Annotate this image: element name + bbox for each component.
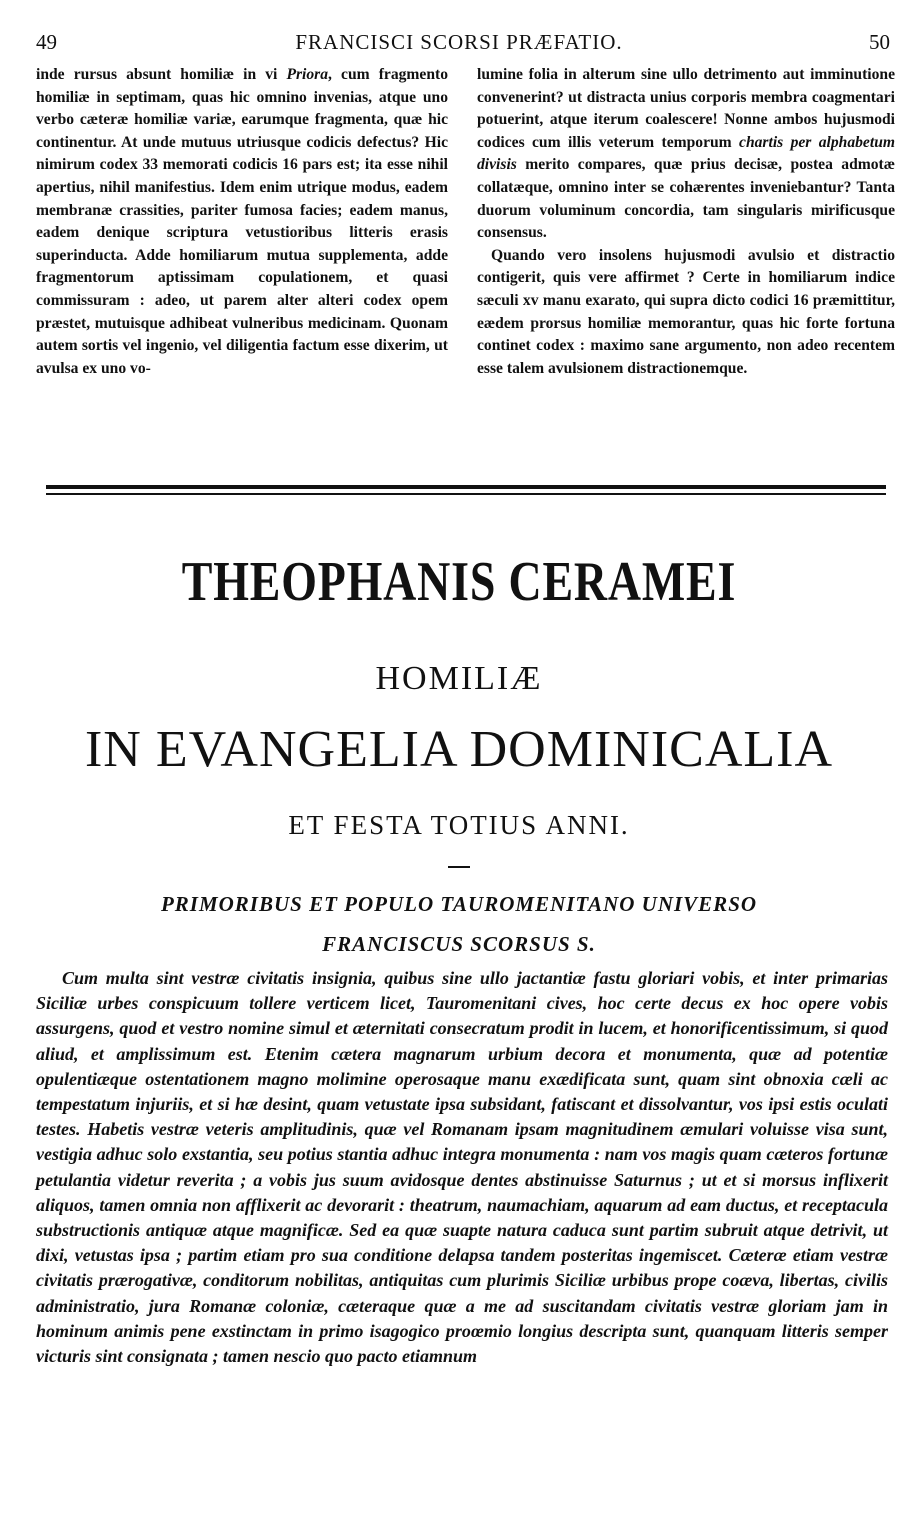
book-page — [36, 30, 895, 1367]
title-subtitle: ET FESTA TOTIUS ANNI. — [288, 810, 630, 840]
dedication-body — [36, 966, 888, 1369]
divider-thick-line — [46, 485, 886, 489]
right-column-paragraph-1 — [477, 64, 895, 245]
left-column — [36, 64, 448, 380]
title-main: IN EVANGELIA DOMINICALIA — [84, 721, 834, 778]
right-column — [477, 64, 895, 380]
title-author: THEOPHANIS CERAMEI — [181, 551, 737, 613]
page-number-left: 49 — [36, 30, 57, 54]
left-text-a: inde rursus absunt homiliæ in vi — [36, 66, 287, 83]
page-number-right: 50 — [869, 30, 890, 54]
title-homiliae: HOMILIÆ — [375, 660, 543, 697]
divider-thin-line — [46, 493, 886, 495]
running-head — [36, 30, 890, 58]
left-text-italic: Priora — [286, 66, 329, 83]
section-divider — [46, 485, 886, 499]
right-text-a: lumine folia in alterum sine ullo detrimento aut imminutione convenerint? ut distracta unius corporis membra coagmentari potuerint, atque iterum coalescere! Nonne ambos hujusmodi codices cum illis veterum temporum — [477, 66, 895, 151]
left-text-b: , cum fragmento homiliæ in septimam, quas hic omnino invenias, atque uno verbo cæteræ homiliæ variæ, earumque fragmenta, quæ hic continentur. At unde mutuus utriusque codicis defectus? Hic nimirum codex 33 memorati codicis 16 pars est; ita esse nihil apertius, nihil manifestius. Idem enim utrique modus, eadem membranæ crassities, pariter fumosa facies; eadem manus, eadem denique scriptura vetustioribus litteris erasis superinducta. Adde homiliarum mutua supplementa, adde fragmentorum aptissimam copulationem, et quasi commissuram : adeo, ut parem alter alteri codex opem præstet, mutuisque adhibeat vulneribus medicinam. Quonam autem sortis vel ingenio, vel diligentia factum esse dixerim, ut avulsa ex uno vo- — [36, 66, 448, 377]
short-rule — [448, 866, 470, 868]
right-column-paragraph-2: Quando vero insolens hujusmodi avulsio et distractio contigerit, quis vere affirmet ? Certe in homiliarum indice sæculi xv manu exarato, qui supra dicto codici 16 præmittitur, eædem prorsus homiliæ memorantur, quas hic forte fortuna continet codex : maximo sane argumento, non adeo recentem esse talem avulsionem distractionemque. — [477, 246, 895, 377]
right-text-italic: chartis per alphabetum divisis — [477, 133, 895, 174]
preface-columns — [36, 64, 896, 474]
left-column-paragraph — [36, 64, 448, 380]
running-title: FRANCISCI SCORSI PRÆFATIO. — [295, 30, 623, 54]
right-text-b: merito compares, quæ prius decisæ, postea admotæ collatæque, omnino inter se cohærentes inveniebantur? Tanta duorum voluminum concordia, tam singularis mirificusque consensus. — [477, 156, 895, 242]
dedication-addressee: PRIMORIBUS ET POPULO TAUROMENITANO UNIVERSO — [160, 892, 758, 916]
dedication-author: FRANCISCUS SCORSUS S. — [322, 932, 596, 956]
body-paragraph: Cum multa sint vestræ civitatis insignia, quibus sine ullo jactantiæ fastu gloriari vobis, et inter primarias Siciliæ urbes conspicuum tollere verticem licet, Tauromenitani cives, hoc certe decus ex hoc opere vobis assurgens, quod et vestro nomine simul et æternitati consecratum prodit in lucem, et honorificentissimum, si quod aliud, et amplissimum est. Etenim cætera magnarum urbium decora et monumenta, quæ ad potentiæ opulentiæque ostentationem magno molimine operosaque manu exædificata sunt, quam sint obnoxia cæli ac tempestatum injuriis, et si hæ desint, quam vetustate ipsa subsidant, fatiscant et dissolvantur, vos ipsi estis oculati testes. Habetis vestræ veteris amplitudinis, quæ vel Romanam ipsam magnitudinem æmulari voluisse visa sunt, vestigia adhuc solo exstantia, seu potius stantia adhuc integra monumenta : nam vos magis quam cæteros fortunæ petulantia videtur reverita ; a vobis jus suum avidosque dentes abstinuisse Saturnus ; ut et si morsus inflixerit aliquos, tamen omnia non afflixerit ac devorarit : theatrum, naumachiam, aquarum ad eam ductus, et receptacula substructionis antiquæ atque magnificæ. Sed ea quæ suapte natura caduca sunt partim subruit atque detrivit, ut dixi, vetustas ipsa ; partim etiam pro sua conditione delapsa tandem posteritas ingemiscet. Cæteræ etiam vestræ civitatis prærogativæ, conditorum nobilitas, antiquitas cum plurimis Siciliæ urbibus prope coæva, libertas, civilis administratio, jura Romanæ coloniæ, cæteraque quæ a me ad suscitandam civitatis vestræ gloriam jam in hominum animis pene exstinctam in primo isagogico proœmio longius descripta sunt, quanquam litteris semper victuris sint consignata ; tamen nescio quo pacto etiamnum — [36, 968, 888, 1367]
